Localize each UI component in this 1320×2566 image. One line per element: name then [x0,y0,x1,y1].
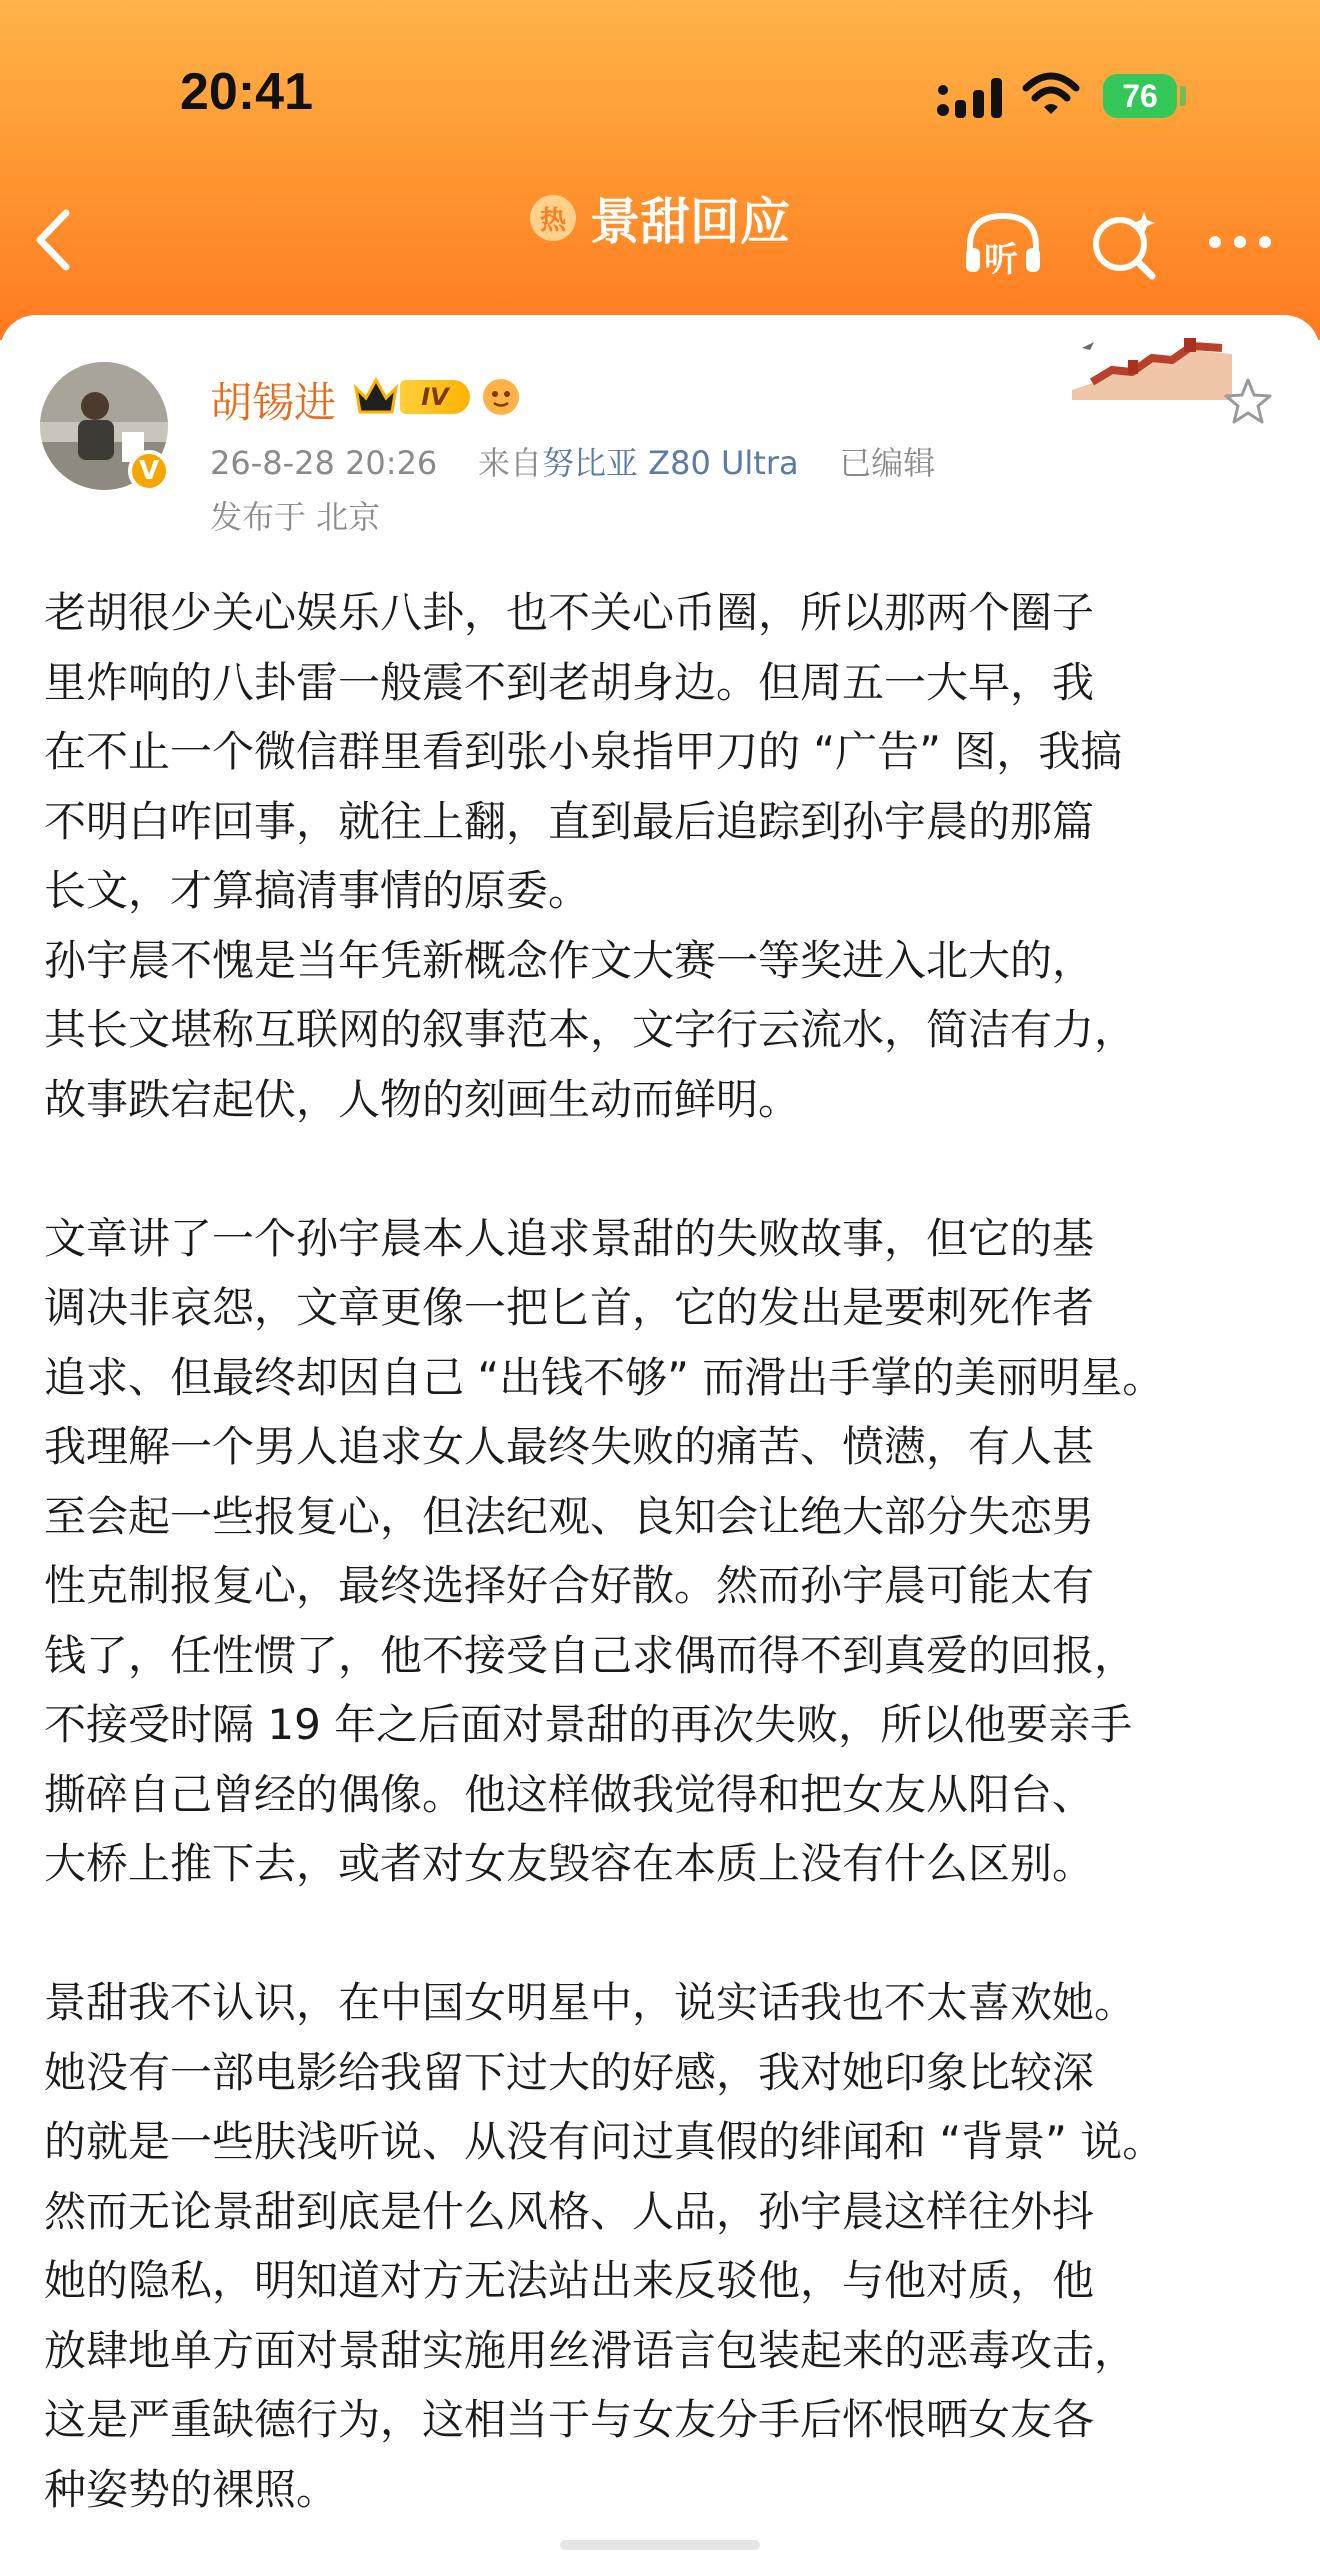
level-badge: IV [400,380,470,414]
sparkle-search-icon[interactable] [1086,206,1162,282]
text-line: 追求、但最终却因自己 “出钱不够” 而滑出手掌的美丽明星。 [44,1352,1165,1402]
paragraph-1 [44,578,1284,1134]
text-line: 长文，才算搞清事情的原委。 [44,866,591,915]
edited-label[interactable]: 已编辑 [839,444,936,482]
text-line: 文章讲了一个孙宇晨本人追求景甜的失败故事，但它的基 [44,1213,1095,1263]
cellular-signal-icon [935,76,1007,120]
listen-button[interactable] [962,208,1044,280]
paragraph-2 [44,1204,1284,1899]
battery-tip [1180,86,1186,106]
text-line: 不明白咋回事，就往上翻，直到最后追踪到孙宇晨的那篇 [44,796,1095,846]
paragraph-gap [44,1134,1284,1204]
text-line: 在不止一个微信群里看到张小泉指甲刀的 “广告” 图，我搞 [44,727,1123,776]
post-location: 发布于 北京 [210,498,381,536]
text-line: 至会起一些报复心，但法纪观、良知会让绝大部分失恋男 [44,1491,1095,1541]
great-wall-decoration-icon [1072,330,1232,400]
text-line: 老胡很少关心娱乐八卦，也不关心币圈，所以那两个圈子 [44,588,1095,637]
post-date: 26-8-28 20:26 [210,444,438,482]
text-line: 的就是一些肤浅听说、从没有问过真假的绯闻和 “背景” 说。 [44,2117,1165,2166]
text-line: 性克制报复心，最终选择好合好散。然而孙宇晨可能太有 [44,1561,1095,1610]
wifi-icon [1022,70,1080,118]
source-device[interactable]: 努比亚 Z80 Ultra [541,444,799,482]
text-line: 种姿势的裸照。 [44,2464,339,2514]
favorite-star-icon[interactable] [1220,374,1276,430]
post-meta [210,438,935,484]
text-line: 不接受时隔 19 年之后面对景甜的再次失败，所以他要亲手 [44,1700,1133,1749]
vip-crown-icon [352,374,400,418]
text-line: 调决非哀怨，文章更像一把匕首，它的发出是要刺死作者 [44,1283,1095,1332]
text-line: 其长文堪称互联网的叙事范本，文字行云流水，简洁有力， [44,1005,1137,1054]
text-line: 故事跌宕起伏，人物的刻画生动而鲜明。 [44,1074,801,1124]
text-line: 里炸响的八卦雷一般震不到老胡身边。但周五一大早，我 [44,657,1095,707]
text-line: 景甜我不认识，在中国女明星中，说实话我也不太喜欢她。 [44,1978,1137,2027]
battery-icon: 76 [1103,74,1177,118]
fan-badge-icon [478,376,524,418]
source-prefix: 来自 [477,444,542,482]
text-line: 放肆地单方面对景甜实施用丝滑语言包装起来的恶毒攻击， [44,2325,1137,2375]
text-line: 她的隐私，明知道对方无法站出来反驳他，与他对质，他 [44,2256,1095,2305]
post-body [44,578,1284,2524]
text-line: 大桥上推下去，或者对女友毁容在本质上没有什么区别。 [44,1839,1095,1888]
text-line: 孙宇晨不愧是当年凭新概念作文大赛一等奖进入北大的， [44,935,1095,985]
top-header [0,0,1320,340]
hot-topic-icon: 热 [530,195,576,241]
text-line: 她没有一部电影给我留下过大的好感，我对她印象比较深 [44,2047,1095,2097]
listen-label: 听 [984,240,1018,280]
text-line: 这是严重缺德行为，这相当于与女友分手后怀恨晒女友各 [44,2395,1095,2444]
text-line: 钱了，任性惯了，他不接受自己求偶而得不到真爱的回报， [44,1630,1137,1680]
paragraph-3 [44,1968,1284,2524]
verified-badge: V [128,450,170,492]
text-line: 我理解一个男人追求女人最终失败的痛苦、愤懑，有人甚 [44,1422,1095,1471]
page-title: 景甜回应 [590,193,790,251]
more-dots-icon[interactable] [1205,222,1275,262]
paragraph-gap [44,1899,1284,1969]
text-line: 然而无论景甜到底是什么风格、人品，孙宇晨这样往外抖 [44,2186,1095,2236]
author-name[interactable]: 胡锡进 [210,378,337,427]
text-line: 撕碎自己曾经的偶像。他这样做我觉得和把女友从阳台、 [44,1769,1095,1819]
status-time: 20:41 [180,63,313,121]
scroll-indicator [560,2540,760,2550]
